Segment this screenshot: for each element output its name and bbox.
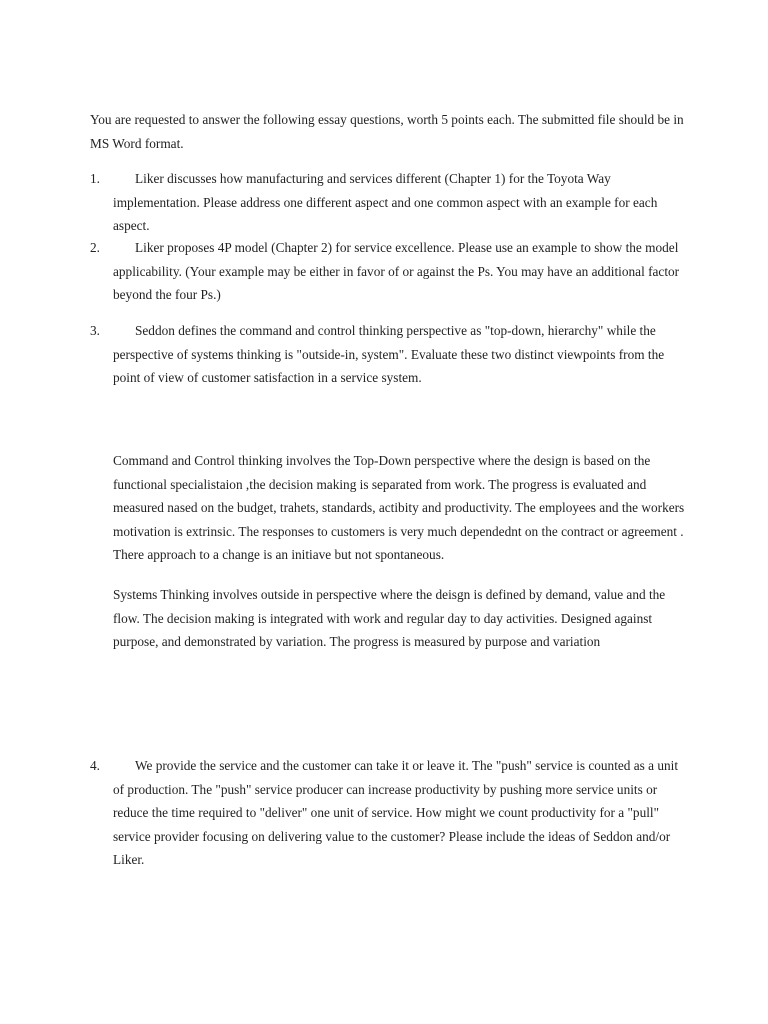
question-3-number: 3. <box>90 323 100 338</box>
question-3-text: Seddon defines the command and control thinking perspective as "top-down, hierarchy" while the perspective of systems thinking is "outside-in, system". Evaluate these two distinct viewpoints from the point of view of customer satisfaction in a service system. <box>113 323 665 385</box>
question-2-text: Liker proposes 4P model (Chapter 2) for service excellence. Please use an example to show the model applicability. (Your example may be either in favor of or against the Ps. You may have an additional factor beyond the four Ps.) <box>113 240 680 302</box>
question-1-number: 1. <box>90 171 100 186</box>
question-4-number: 4. <box>90 758 100 773</box>
question-4-text: We provide the service and the customer can take it or leave it. The "push" service is counted as a unit of production. The "push" service producer can increase productivity by pushing more service units or reduce the time required to "deliver" one unit of service. How might we count productivity for a "pull" service provider focusing on delivering value to the customer? Please include the ideas of Seddon and/or Liker. <box>113 758 679 867</box>
question-2-number: 2. <box>90 240 100 255</box>
question-1-text: Liker discusses how manufacturing and services different (Chapter 1) for the Toyota Way implementation. Please address one different aspect and one common aspect with an example for each aspect. <box>113 171 658 233</box>
intro-paragraph: You are requested to answer the following essay questions, worth 5 points each. The submitted file should be in MS Word format. <box>90 112 684 151</box>
answer-systems-thinking: Systems Thinking involves outside in perspective where the deisgn is defined by demand, value and the flow. The decision making is integrated with work and regular day to day activities. Designed against purpose, and demonstrated by variation. The progress is measured by purpose and variation <box>113 587 666 649</box>
answer-command-control: Command and Control thinking involves the Top-Down perspective where the design is based on the functional specialistaion ,the decision making is separated from work. The progress is evaluated and measured nased on the budget, trahets, standards, actibity and productivity. The employees and the workers motivation is extrinsic. The responses to customers is very much dependednt on the contract or agreement . There approach to a change is an initiave but not spontaneous. <box>113 453 685 562</box>
